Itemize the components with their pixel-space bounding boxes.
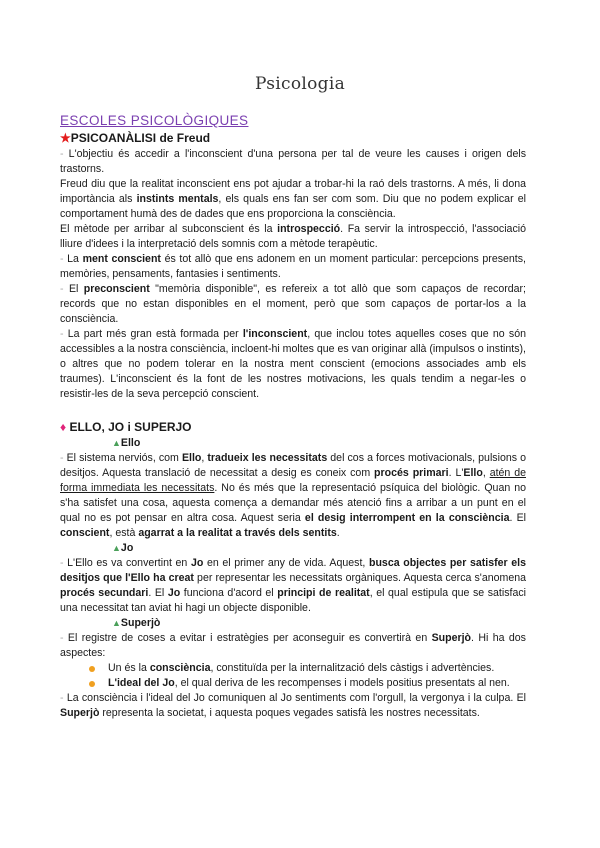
paragraph: El mètode per arribar al subconscient és la introspecció. Fa servir la introspecció, l'associació lliure d'idees i la interpretació dels somnis com a mètode terapèutic. <box>60 223 526 250</box>
star-icon: ★ <box>60 131 71 145</box>
superjo-subheading: ▲Superjò <box>112 617 161 629</box>
paragraph: - La part més gran està formada per l'inconscient, que inclou totes aquelles coses que no són accessibles a la nostra consciència, incloent-hi moltes que es van originar allà (impulsos o instints), o altres que no podem tolerar en la nostra ment conscient (emocions associades amb els traumes). L'inconscient és la font de les nostres motivacions, les quals tendim a negar-les o resistir-les de la seva percepció conscient. <box>60 328 526 400</box>
bullet-icon <box>89 666 95 672</box>
paragraph: - La ment conscient és tot allò que ens adonem en un moment particular: percepcions presents, memòries, pensaments, fantasies i sentiments. <box>60 253 526 280</box>
page-title: Psicologia <box>254 74 346 94</box>
triangle-icon: ▲ <box>112 438 121 448</box>
paragraph: - El preconscient "memòria disponible", es refereix a tot allò que som capaços de recordar; records que no estan disponibles en el moment, però que som capaços de portar-los a la consciència. <box>60 283 526 325</box>
aspects-list <box>60 661 526 691</box>
bullet-icon <box>89 681 95 687</box>
ello-subheading: ▲Ello <box>112 437 141 449</box>
list-item: L'ideal del Jo, el qual deriva de les recompenses i models positius presentats al nen. <box>60 676 526 691</box>
section-heading: ESCOLES PSICOLÒGIQUES <box>60 113 249 128</box>
paragraph: - El sistema nerviós, com Ello, tradueix les necessitats del cos a forces motivacionals, pulsions o desitjos. Aquesta translació de necessitat a desig es coneix com procés primari. L'Ello, atén de forma immediata les necessitats. No és més que la representació psíquica del biològic. Quan no s'ha satisfet una cosa, aquesta comença a demandar més atenció fins a arribar a un punt en el qual no es pot pensar en altra cosa. Aquest seria el desig interrompent en la consciència. El conscient, està agarrat a la realitat a través dels sentits. <box>60 452 527 539</box>
paragraph: Freud diu que la realitat inconscient ens pot ajudar a trobar-hi la raó dels trastorns. A més, li dona importància als instints mentals, els quals ens fan ser com som. Diu que no podem explicar el comportament humà des de dades que ens proporciona la consciència. <box>60 178 526 220</box>
diamond-icon: ♦ <box>60 420 67 434</box>
paragraph: - L'Ello es va convertint en Jo en el primer any de vida. Aquest, busca objectes per satisfer els desitjos que l'Ello ha creat per representar les necessitats orgàniques. Aquesta cerca s'anomena procés secundari. El Jo funciona d'acord el principi de realitat, el qual estipula que se satisfaci una necessitat tan aviat hi hagi un objecte disponible. <box>60 557 526 614</box>
list-item: Un és la consciència, constituïda per la internalització dels càstigs i advertències. <box>60 661 526 676</box>
paragraph: - La consciència i l'ideal del Jo comuniquen al Jo sentiments com l'orgull, la vergonya i la culpa. El Superjò representa la societat, i aquesta poques vegades satisfà les nostres necessitats. <box>60 692 526 719</box>
document-body <box>60 112 526 721</box>
ello-jo-superjo-heading: ♦ ELLO, JO i SUPERJO <box>60 420 192 434</box>
paragraph: - L'objectiu és accedir a l'inconscient d'una persona per tal de veure les causes i origen dels trastorns. <box>60 148 526 175</box>
triangle-icon: ▲ <box>112 543 121 553</box>
paragraph: - El registre de coses a evitar i estratègies per aconseguir es convertirà en Superjò. Hi ha dos aspectes: <box>60 632 526 659</box>
freud-heading: ★PSICOANÀLISI de Freud <box>60 131 211 145</box>
jo-subheading: ▲Jo <box>112 542 134 554</box>
triangle-icon: ▲ <box>112 618 121 628</box>
